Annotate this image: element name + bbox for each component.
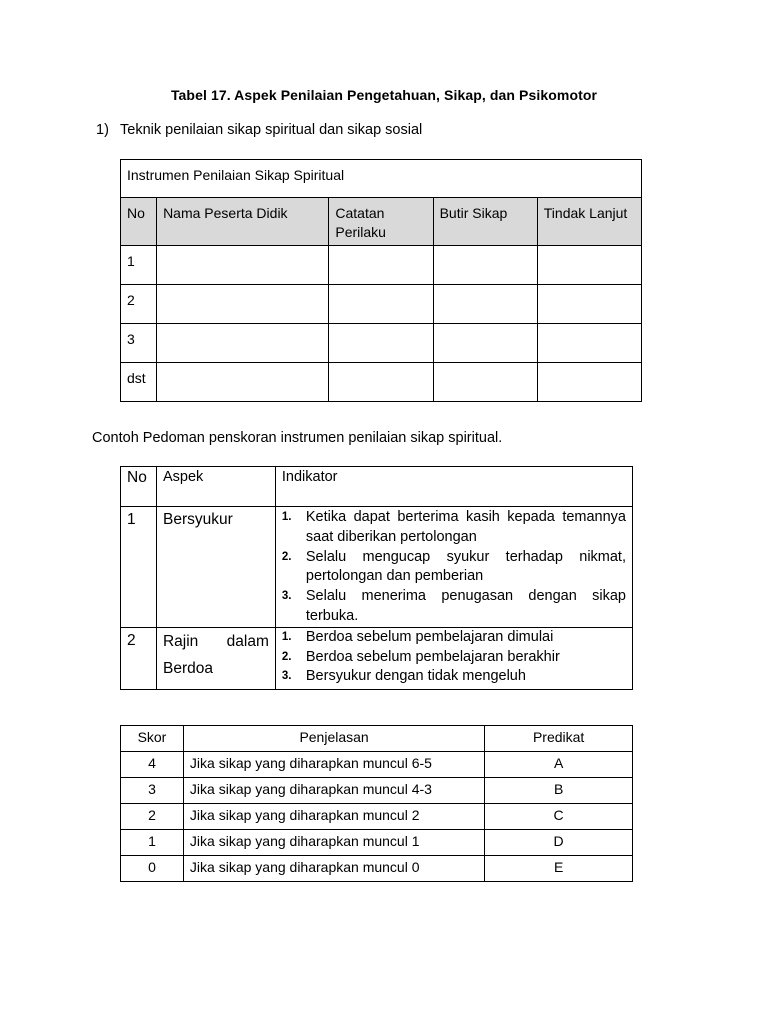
table-row xyxy=(121,324,642,363)
scoring-guide-table xyxy=(120,466,633,690)
indikator-cell xyxy=(275,507,632,628)
list-item xyxy=(282,587,626,627)
cell-empty xyxy=(157,324,329,363)
skor-cell: 3 xyxy=(121,778,184,804)
predikat-cell: C xyxy=(485,804,633,830)
penjelasan-cell: Jika sikap yang diharapkan muncul 1 xyxy=(183,830,484,856)
header-catatan: Catatan Perilaku xyxy=(329,198,433,246)
cell-empty xyxy=(157,246,329,285)
header-tindak: Tindak Lanjut xyxy=(537,198,641,246)
table-row xyxy=(121,627,633,689)
page-title: Tabel 17. Aspek Penilaian Pengetahuan, Sikap, dan Psikomotor xyxy=(170,87,598,103)
header-indikator: Indikator xyxy=(275,467,632,507)
table-header-row xyxy=(121,467,633,507)
row-number: 3 xyxy=(121,324,157,363)
cell-empty xyxy=(537,324,641,363)
header-butir: Butir Sikap xyxy=(433,198,537,246)
cell-empty xyxy=(433,285,537,324)
aspek-line xyxy=(163,628,269,655)
cell-empty xyxy=(433,324,537,363)
indikator-cell xyxy=(275,627,632,689)
indikator-list xyxy=(282,628,626,687)
list-marker: 2. xyxy=(281,650,292,663)
header-no: No xyxy=(121,467,157,507)
table-row xyxy=(121,778,633,804)
penjelasan-cell: Jika sikap yang diharapkan muncul 4-3 xyxy=(183,778,484,804)
predikat-cell: A xyxy=(485,752,633,778)
aspek-word: dalam xyxy=(226,632,269,650)
table-row xyxy=(121,752,633,778)
aspek-word: Rajin xyxy=(162,632,199,650)
skor-cell: 4 xyxy=(121,752,184,778)
cell-empty xyxy=(537,246,641,285)
table-row xyxy=(121,830,633,856)
aspek-cell xyxy=(156,627,275,689)
list-item-text: Ketika dapat berterima kasih kepada temannya saat diberikan pertolongan xyxy=(305,509,626,545)
list-item xyxy=(282,648,626,668)
table-row xyxy=(121,804,633,830)
list-marker: 2. xyxy=(281,550,292,563)
skor-cell: 2 xyxy=(121,804,184,830)
table-header-row xyxy=(121,726,633,752)
aspek-line: Berdoa xyxy=(162,659,213,677)
table-row xyxy=(121,507,633,628)
skor-cell: 0 xyxy=(121,856,184,882)
cell-empty xyxy=(157,363,329,402)
score-predicate-table xyxy=(120,725,633,882)
indikator-list xyxy=(282,508,626,627)
cell-empty xyxy=(157,285,329,324)
table-row xyxy=(121,856,633,882)
row-number: 2 xyxy=(121,627,157,689)
header-penjelasan: Penjelasan xyxy=(183,726,484,752)
list-item-text: Berdoa sebelum pembelajaran dimulai xyxy=(305,628,554,645)
predikat-cell: B xyxy=(485,778,633,804)
scoring-guide-caption: Contoh Pedoman penskoran instrumen penilaian sikap spiritual. xyxy=(92,430,503,446)
penjelasan-cell: Jika sikap yang diharapkan muncul 6-5 xyxy=(183,752,484,778)
list-item-text: Selalu mengucap syukur terhadap nikmat, pertolongan dan pemberian xyxy=(305,548,626,585)
list-item-text: Selalu menerima penugasan dengan sikap terbuka. xyxy=(305,588,626,624)
cell-empty xyxy=(329,324,433,363)
cell-empty xyxy=(433,246,537,285)
table-row xyxy=(121,285,642,324)
cell-empty xyxy=(329,363,433,402)
list-item xyxy=(282,667,626,687)
list-item xyxy=(282,628,626,648)
table-row xyxy=(121,246,642,285)
section-number: 1) xyxy=(96,122,109,138)
penjelasan-cell: Jika sikap yang diharapkan muncul 0 xyxy=(183,856,484,882)
table-row xyxy=(121,363,642,402)
row-number: 1 xyxy=(121,246,157,285)
cell-empty xyxy=(329,285,433,324)
predikat-cell: E xyxy=(485,856,633,882)
table-header-row xyxy=(121,198,642,246)
list-marker: 3. xyxy=(281,590,292,603)
list-item xyxy=(282,508,626,548)
cell-empty xyxy=(537,285,641,324)
list-marker: 1. xyxy=(281,630,292,643)
header-nama: Nama Peserta Didik xyxy=(157,198,329,246)
spiritual-assessment-instrument-table xyxy=(120,159,642,402)
row-number: 2 xyxy=(121,285,157,324)
list-marker: 1. xyxy=(281,511,292,523)
list-marker: 3. xyxy=(281,670,292,683)
header-aspek: Aspek xyxy=(156,467,275,507)
table-caption: Instrumen Penilaian Sikap Spiritual xyxy=(121,160,642,198)
cell-empty xyxy=(433,363,537,402)
skor-cell: 1 xyxy=(121,830,184,856)
section-heading xyxy=(96,122,422,138)
row-number: dst xyxy=(121,363,157,402)
section-text: Teknik penilaian sikap spiritual dan sikap sosial xyxy=(120,122,423,138)
list-item xyxy=(282,548,626,588)
aspek-cell: Bersyukur xyxy=(156,507,275,628)
header-predikat: Predikat xyxy=(485,726,633,752)
row-number: 1 xyxy=(121,507,157,628)
list-item-text: Berdoa sebelum pembelajaran berakhir xyxy=(305,648,560,665)
predikat-cell: D xyxy=(485,830,633,856)
header-skor: Skor xyxy=(121,726,184,752)
header-no: No xyxy=(121,198,157,246)
cell-empty xyxy=(329,246,433,285)
list-item-text: Bersyukur dengan tidak mengeluh xyxy=(305,668,526,685)
penjelasan-cell: Jika sikap yang diharapkan muncul 2 xyxy=(183,804,484,830)
cell-empty xyxy=(537,363,641,402)
